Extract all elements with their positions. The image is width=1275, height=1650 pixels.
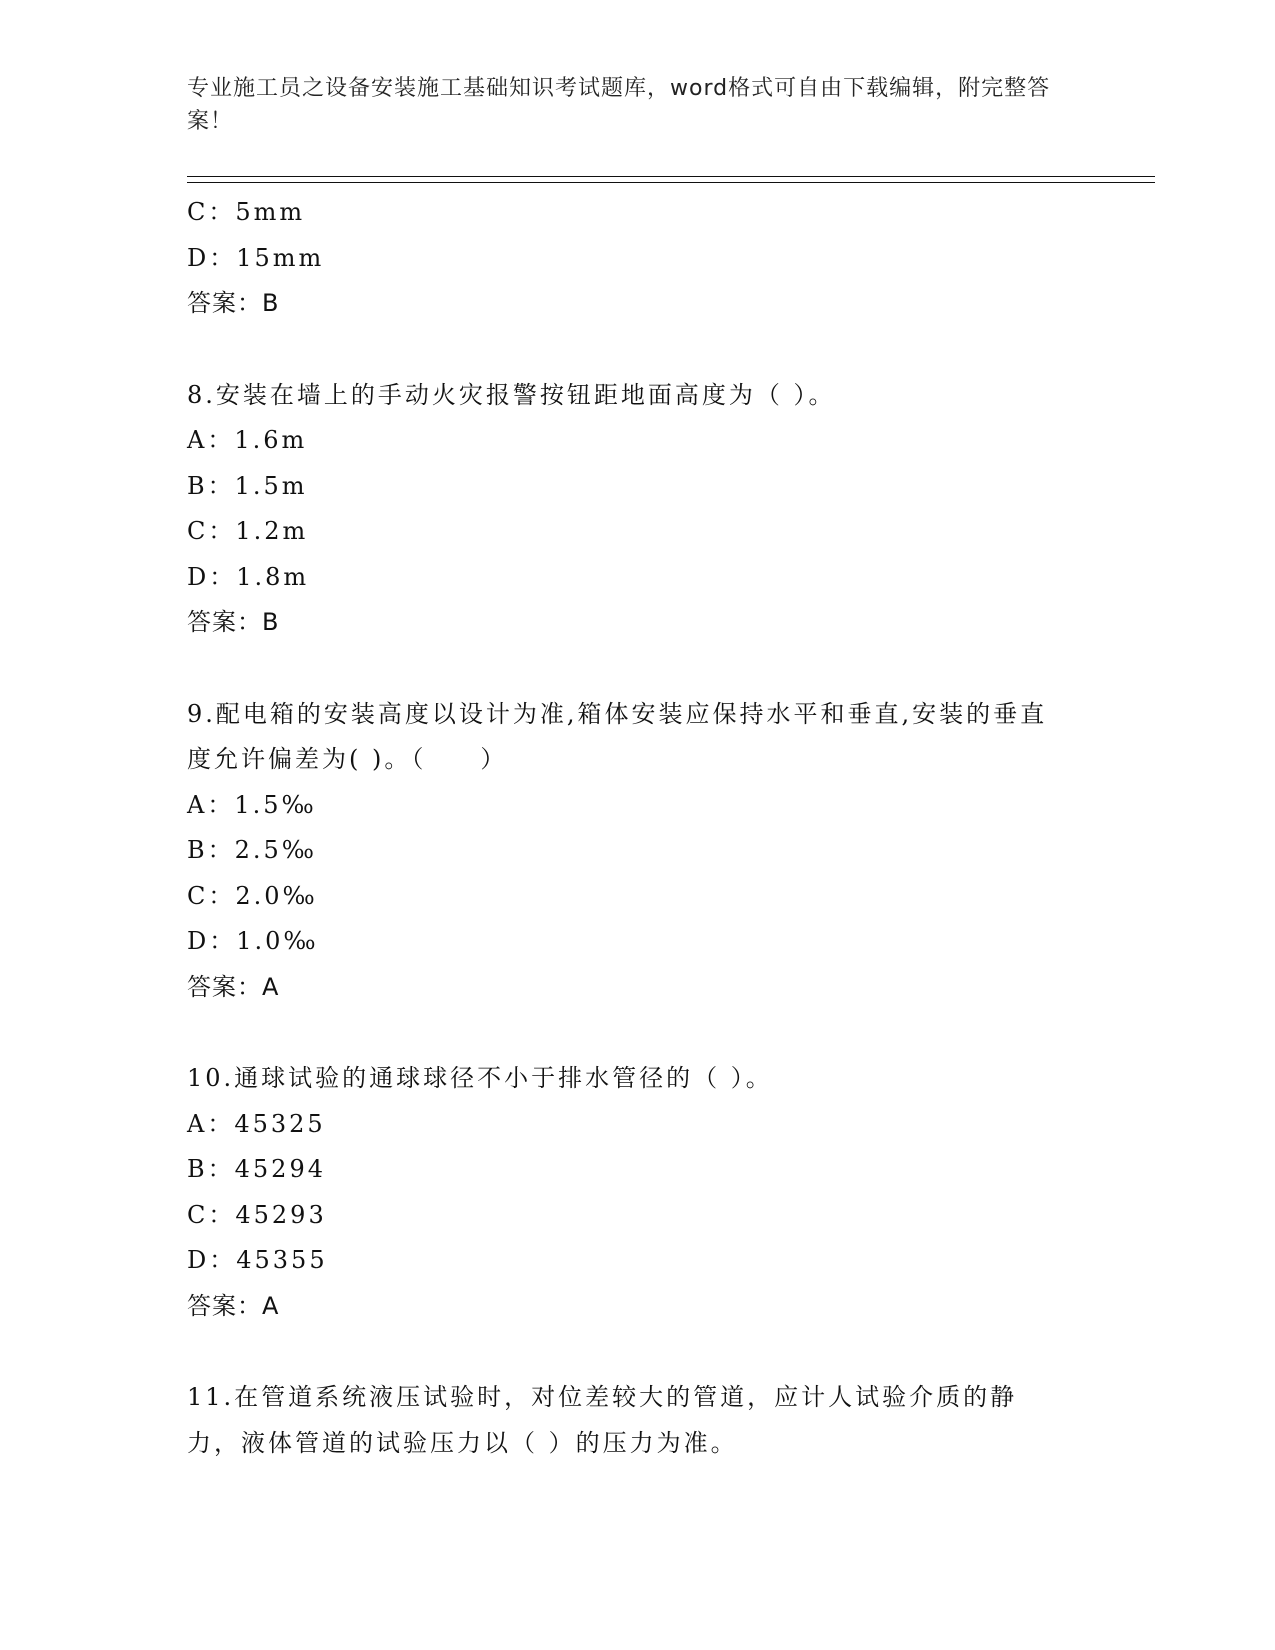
answer-line: 答案：B [187,289,280,317]
header-divider-top [187,176,1155,177]
answer-line: 答案：B [187,608,280,636]
answer-line: 答案：A [187,972,280,1001]
option-d: D：15mm [187,243,325,272]
option-c: C：1.2m [187,517,309,545]
question-text: 8.安装在墙上的手动火灾报警按钮距地面高度为（ ）。 [187,380,836,409]
option-b: B：45294 [187,1155,326,1183]
question-gap [187,327,1087,373]
answer-line: 答案：A [187,1291,280,1320]
option-b: B：2.5‰ [187,836,318,864]
question-list [187,190,1087,1466]
question-text: 9.配电箱的安装高度以设计为准,箱体安装应保持水平和垂直,安装的垂直度允许偏差为( )。（ ） [187,699,1048,773]
question-gap [187,646,1087,692]
question-10 [187,1056,1087,1329]
option-b: B：1.5m [187,471,308,500]
option-d: D：1.8m [187,562,310,591]
question-text: 11.在管道系统液压试验时，对位差较大的管道，应计人试验介质的静力，液体管道的试验压力以（ ）的压力为准。 [187,1383,1018,1457]
question-gap [187,1010,1087,1056]
question-7-continuation [187,190,1087,327]
option-d: D：1.0‰ [187,927,319,955]
option-a: A：45325 [187,1109,326,1138]
question-gap [187,1329,1087,1375]
option-c: C：45293 [187,1200,327,1229]
option-c: C：2.0‰ [187,881,318,910]
page-header: 专业施工员之设备安装施工基础知识考试题库，word格式可自由下载编辑，附完整答案！ [187,76,1051,134]
option-c: C：5mm [187,198,306,226]
header-divider-bottom [187,182,1155,183]
question-text: 10.通球试验的通球球径不小于排水管径的（ ）。 [187,1064,773,1092]
question-8 [187,373,1087,646]
option-d: D：45355 [187,1246,328,1274]
option-a: A：1.5‰ [187,790,317,819]
option-a: A：1.6m [187,426,308,454]
question-11 [187,1375,1087,1466]
question-9 [187,692,1087,1011]
